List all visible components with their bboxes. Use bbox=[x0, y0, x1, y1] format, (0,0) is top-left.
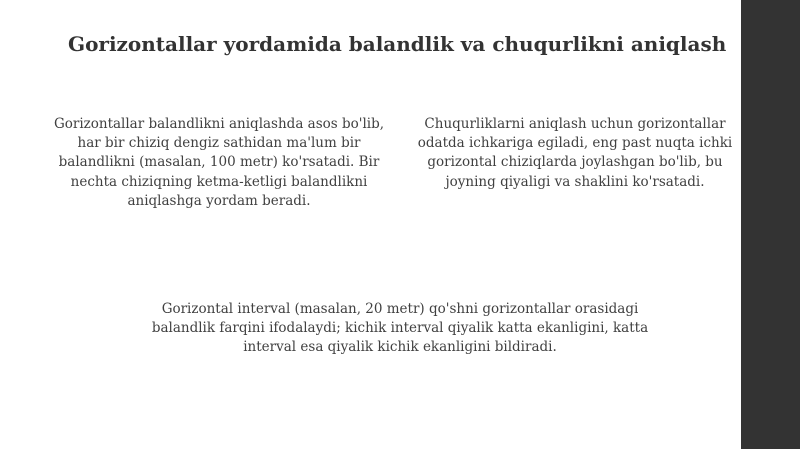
slide-title: Gorizontallar yordamida balandlik va chuqurlikni aniqlash bbox=[68, 32, 727, 56]
left-paragraph: Gorizontallar balandlikni aniqlashda asos bo'lib, har bir chiziq dengiz sathidan ma'lum bir balandlikni (masalan, 100 metr) ko'rsatadi. Bir nechta chiziqning ketma-ketligi balandlikni aniqlashga yordam beradi. bbox=[53, 116, 385, 209]
right-paragraph: Chuqurliklarni aniqlash uchun gorizontallar odatda ichkariga egiladi, eng past nuqta ichki gorizontal chiziqlarda joylashgan bo'lib, bu joyning qiyaligi va shaklini ko'rsatadi. bbox=[417, 116, 733, 190]
side-panel bbox=[741, 0, 800, 449]
bottom-paragraph: Gorizontal interval (masalan, 20 metr) qo'shni gorizontallar orasidagi balandlik farqini ifodalaydi; kichik interval qiyalik katta ekanligini, katta interval esa qiyalik kichik ekanligini bildiradi. bbox=[151, 301, 649, 356]
